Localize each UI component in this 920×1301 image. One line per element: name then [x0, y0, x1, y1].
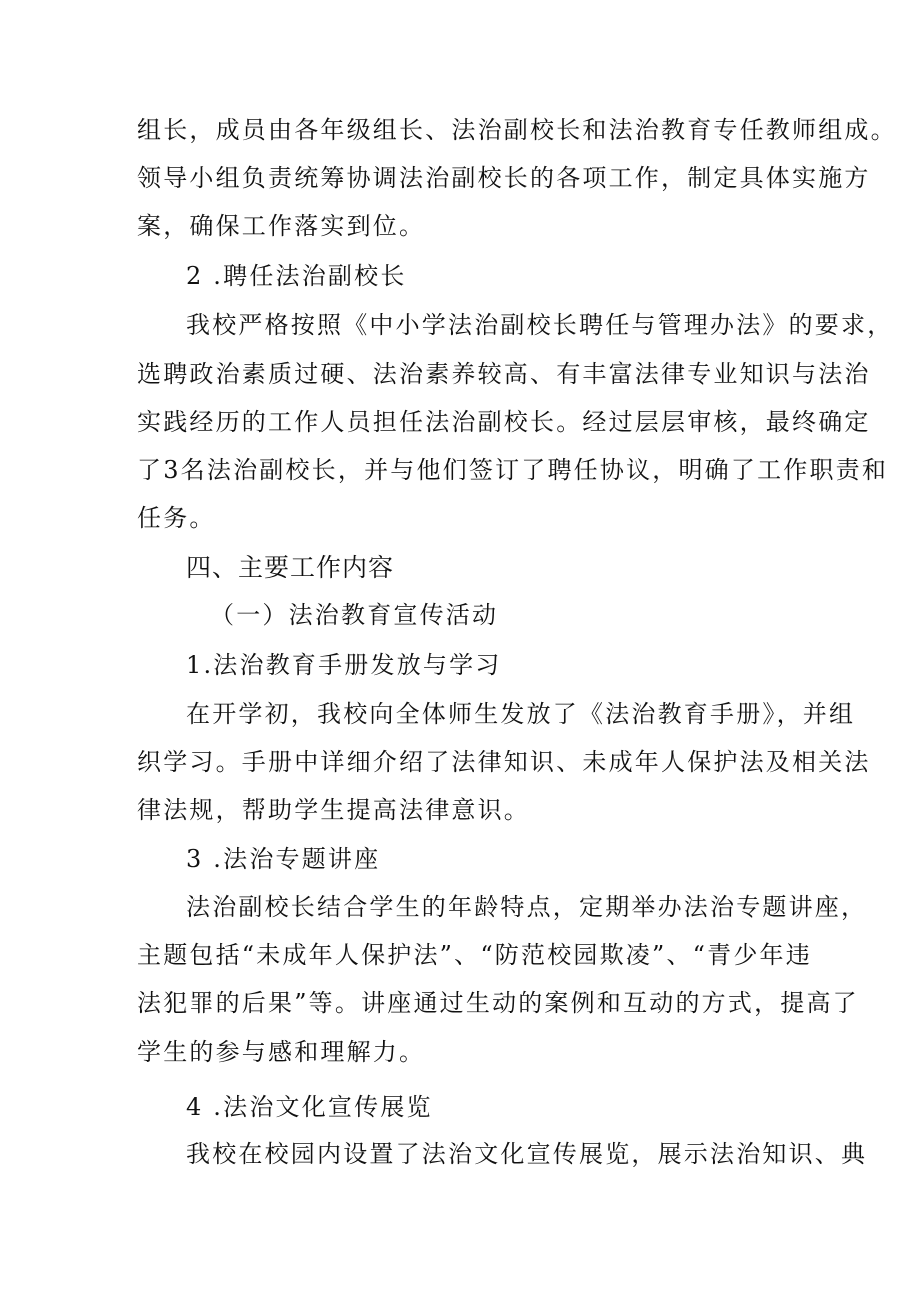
chapter-heading: 四、主要工作内容	[186, 553, 395, 582]
paragraph-line: 法治副校长结合学生的年龄特点，定期举办法治专题讲座，	[186, 893, 868, 921]
paragraph-line: 在开学初，我校向全体师生发放了《法治教育手册》，并组	[186, 700, 856, 728]
paragraph-line: 案，确保工作落实到位。	[137, 212, 426, 240]
paragraph-line: 实践经历的工作人员担任法治副校长。经过层层审核，最终确定	[137, 408, 871, 436]
paragraph-line: 任务。	[137, 504, 216, 532]
paragraph-line: 了3名法治副校长，并与他们签订了聘任协议，明确了工作职责和	[137, 456, 889, 484]
paragraph-line: 学生的参与感和理解力。	[137, 1038, 426, 1066]
paragraph-line: 法犯罪的后果”等。讲座通过生动的案例和互动的方式，提高了	[137, 989, 859, 1017]
paragraph-line: 主题包括“未成年人保护法”、“防范校园欺凌”、“青少年违	[137, 941, 812, 969]
paragraph-line: 织学习。手册中详细介绍了法律知识、未成年人保护法及相关法	[137, 748, 871, 776]
section-heading: 2 .聘任法治副校长	[186, 262, 407, 290]
paragraph-line: 选聘政治素质过硬、法治素养较高、有丰富法律专业知识与法治	[137, 360, 871, 388]
section-heading: 1.法治教育手册发放与学习	[186, 651, 502, 679]
section-heading: 3 .法治专题讲座	[186, 845, 381, 873]
paragraph-line: 我校在校园内设置了法治文化宣传展览，展示法治知识、典	[186, 1140, 868, 1168]
paragraph-line: 律法规，帮助学生提高法律意识。	[137, 796, 530, 824]
paragraph-line: 我校严格按照《中小学法治副校长聘任与管理办法》的要求，	[186, 311, 894, 339]
paragraph-line: 组长，成员由各年级组长、法治副校长和法治教育专任教师组成。	[137, 116, 897, 144]
section-heading: 4 .法治文化宣传展览	[186, 1093, 433, 1121]
paragraph-line: 领导小组负责统筹协调法治副校长的各项工作，制定具体实施方	[137, 164, 871, 192]
subsection-heading: （一）法治教育宣传活动	[210, 601, 499, 629]
